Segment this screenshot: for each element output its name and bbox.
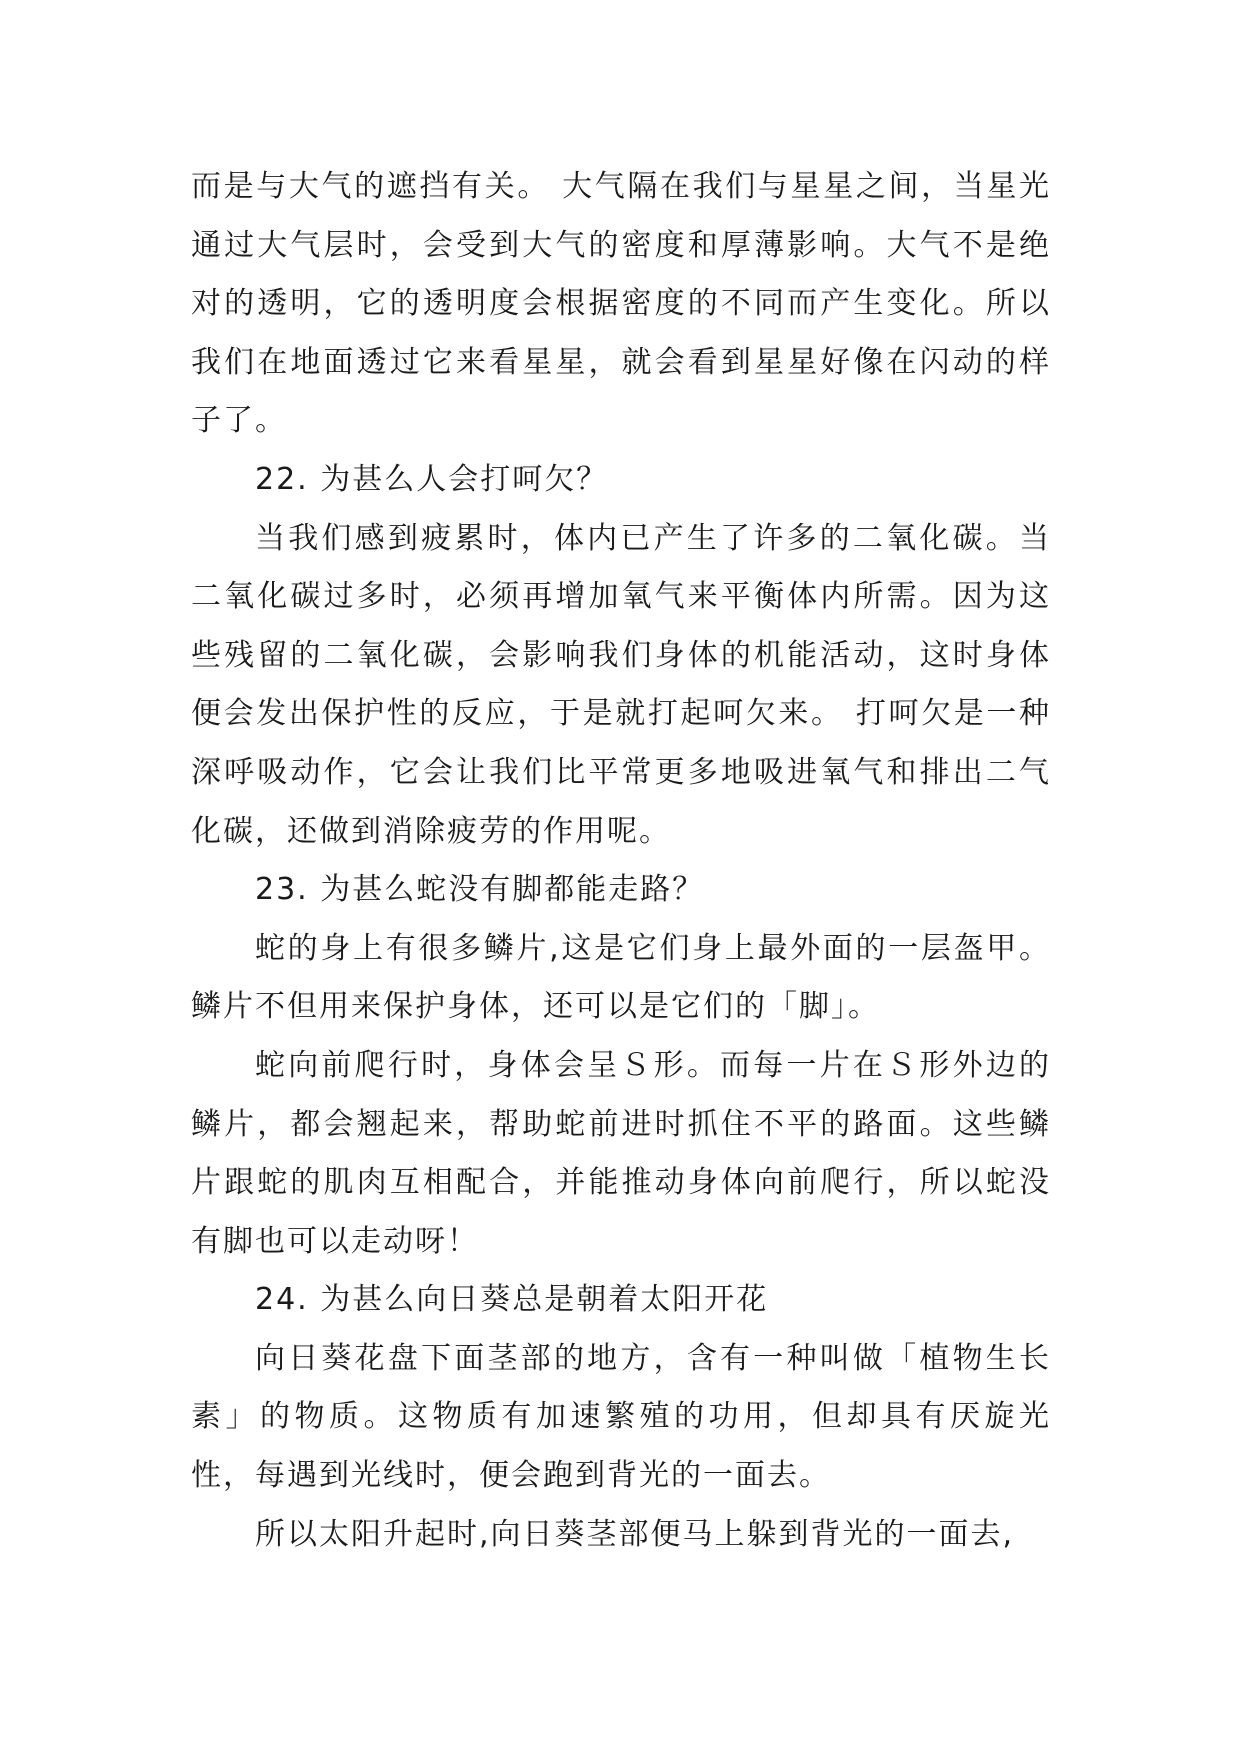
paragraph: 而是与大气的遮挡有关。 大气隔在我们与星星之间，当星光通过大气层时，会受到大气的密度和厚薄影响。大气不是绝对的透明，它的透明度会根据密度的不同而产生变化。所以我们在地面透过它来看星星，就会看到星星好像在闪动的样子了。 — [191, 169, 1051, 439]
paragraph: 当我们感到疲累时，体内已产生了许多的二氧化碳。当二氧化碳过多时，必须再增加氧气来平衡体内所需。因为这些残留的二氧化碳，会影响我们身体的机能活动，这时身体便会发出保护性的反应，于是就打起呵欠来。 打呵欠是一种深呼吸动作，它会让我们比平常更多地吸进氧气和排出二气化碳，还做到消除疲劳的作用呢。 — [191, 520, 1051, 849]
paragraph: 向日葵花盘下面茎部的地方，含有一种叫做「植物生长素」的物质。这物质有加速繁殖的功用，但却具有厌旋光性，每遇到光线时，便会跑到背光的一面去。 — [191, 1340, 1051, 1494]
paragraph: 蛇向前爬行时，身体会呈Ｓ形。而每一片在Ｓ形外边的鳞片，都会翘起来，帮助蛇前进时抓住不平的路面。这些鳞片跟蛇的肌肉互相配合，并能推动身体向前爬行，所以蛇没有脚也可以走动呀！ — [191, 1047, 1051, 1259]
document-body — [191, 158, 1051, 1564]
section-heading-24: 24. 为甚么向日葵总是朝着太阳开花 — [255, 1282, 769, 1318]
section-heading-22: 22. 为甚么人会打呵欠？ — [255, 461, 609, 497]
paragraph: 蛇的身上有很多鳞片,这是它们身上最外面的一层盔甲。鳞片不但用来保护身体，还可以是它们的「脚」。 — [191, 930, 1051, 1025]
paragraph: 所以太阳升起时,向日葵茎部便马上躲到背光的一面去, — [255, 1516, 1015, 1552]
section-heading-23: 23. 为甚么蛇没有脚都能走路？ — [255, 872, 705, 908]
